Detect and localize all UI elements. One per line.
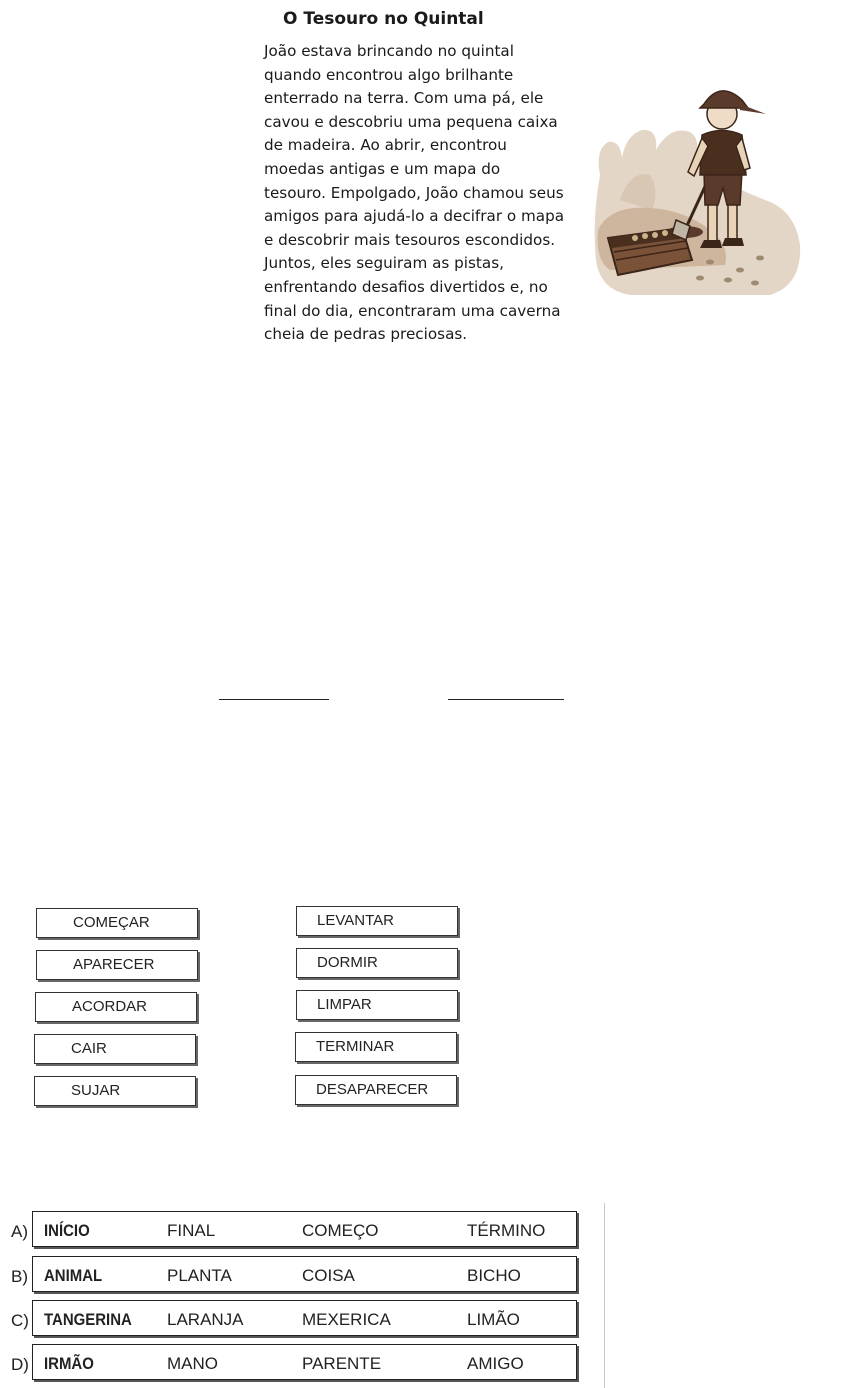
word-box-left[interactable]: SUJAR	[34, 1076, 196, 1106]
story-line: de madeira. Ao abrir, encontrou	[264, 136, 507, 155]
row-letter: B)	[11, 1267, 28, 1286]
row-letter: D)	[11, 1355, 29, 1374]
row-letter: C)	[11, 1311, 29, 1330]
word-box-right[interactable]: DESAPARECER	[295, 1075, 457, 1105]
word-box-right[interactable]: LIMPAR	[296, 990, 458, 1020]
synonym-row	[32, 1211, 577, 1247]
row-letter: A)	[11, 1222, 28, 1241]
answer-blank-line[interactable]	[219, 699, 329, 700]
story-line: Juntos, eles seguiram as pistas,	[264, 254, 504, 273]
story-line: e descobrir mais tesouros escondidos.	[264, 230, 556, 249]
row-option[interactable]: FINAL	[167, 1221, 216, 1240]
row-option[interactable]: TÉRMINO	[467, 1221, 546, 1240]
row-option[interactable]: BICHO	[467, 1266, 521, 1285]
story-line: final do dia, encontraram uma caverna	[264, 301, 561, 320]
answer-blank-line[interactable]	[448, 699, 564, 700]
row-key-word: INÍCIO	[44, 1221, 90, 1240]
story-line: quando encontrou algo brilhante	[264, 65, 514, 84]
story-line: moedas antigas e um mapa do	[264, 159, 501, 178]
synonym-row	[32, 1344, 577, 1380]
row-option[interactable]: LIMÃO	[467, 1310, 520, 1329]
row-option[interactable]: COISA	[302, 1266, 355, 1285]
row-option[interactable]: PARENTE	[302, 1354, 382, 1373]
synonym-row	[32, 1300, 577, 1336]
row-key-word: ANIMAL	[44, 1266, 103, 1285]
row-key-word: TANGERINA	[44, 1310, 132, 1329]
word-box-left[interactable]: COMEÇAR	[36, 908, 198, 938]
row-option[interactable]: COMEÇO	[302, 1221, 379, 1240]
row-option[interactable]: AMIGO	[467, 1354, 524, 1373]
story-line: cheia de pedras preciosas.	[264, 325, 468, 344]
story-line: cavou e descobriu uma pequena caixa	[264, 112, 558, 131]
story-title: O Tesouro no Quintal	[283, 9, 484, 29]
row-option[interactable]: LARANJA	[167, 1310, 244, 1329]
row-option[interactable]: PLANTA	[167, 1266, 232, 1285]
row-key-word: IRMÃO	[44, 1354, 94, 1373]
page-edge-divider	[604, 1203, 605, 1388]
word-box-left[interactable]: APARECER	[36, 950, 198, 980]
row-option[interactable]: MANO	[167, 1354, 218, 1373]
word-box-right[interactable]: TERMINAR	[295, 1032, 457, 1062]
story-text	[264, 40, 594, 347]
synonym-row	[32, 1256, 577, 1292]
story-line: João estava brincando no quintal	[264, 42, 514, 60]
word-box-right[interactable]: LEVANTAR	[296, 906, 458, 936]
word-box-left[interactable]: CAIR	[34, 1034, 196, 1064]
story-line: amigos para ajudá-lo a decifrar o mapa	[264, 207, 565, 226]
story-line: enterrado na terra. Com uma pá, ele	[264, 89, 544, 108]
boy-digging-treasure-illustration	[590, 80, 805, 305]
row-option[interactable]: MEXERICA	[302, 1310, 391, 1329]
word-box-right[interactable]: DORMIR	[296, 948, 458, 978]
word-box-left[interactable]: ACORDAR	[35, 992, 197, 1022]
story-line: tesouro. Empolgado, João chamou seus	[264, 183, 564, 202]
story-line: enfrentando desafios divertidos e, no	[264, 277, 548, 296]
